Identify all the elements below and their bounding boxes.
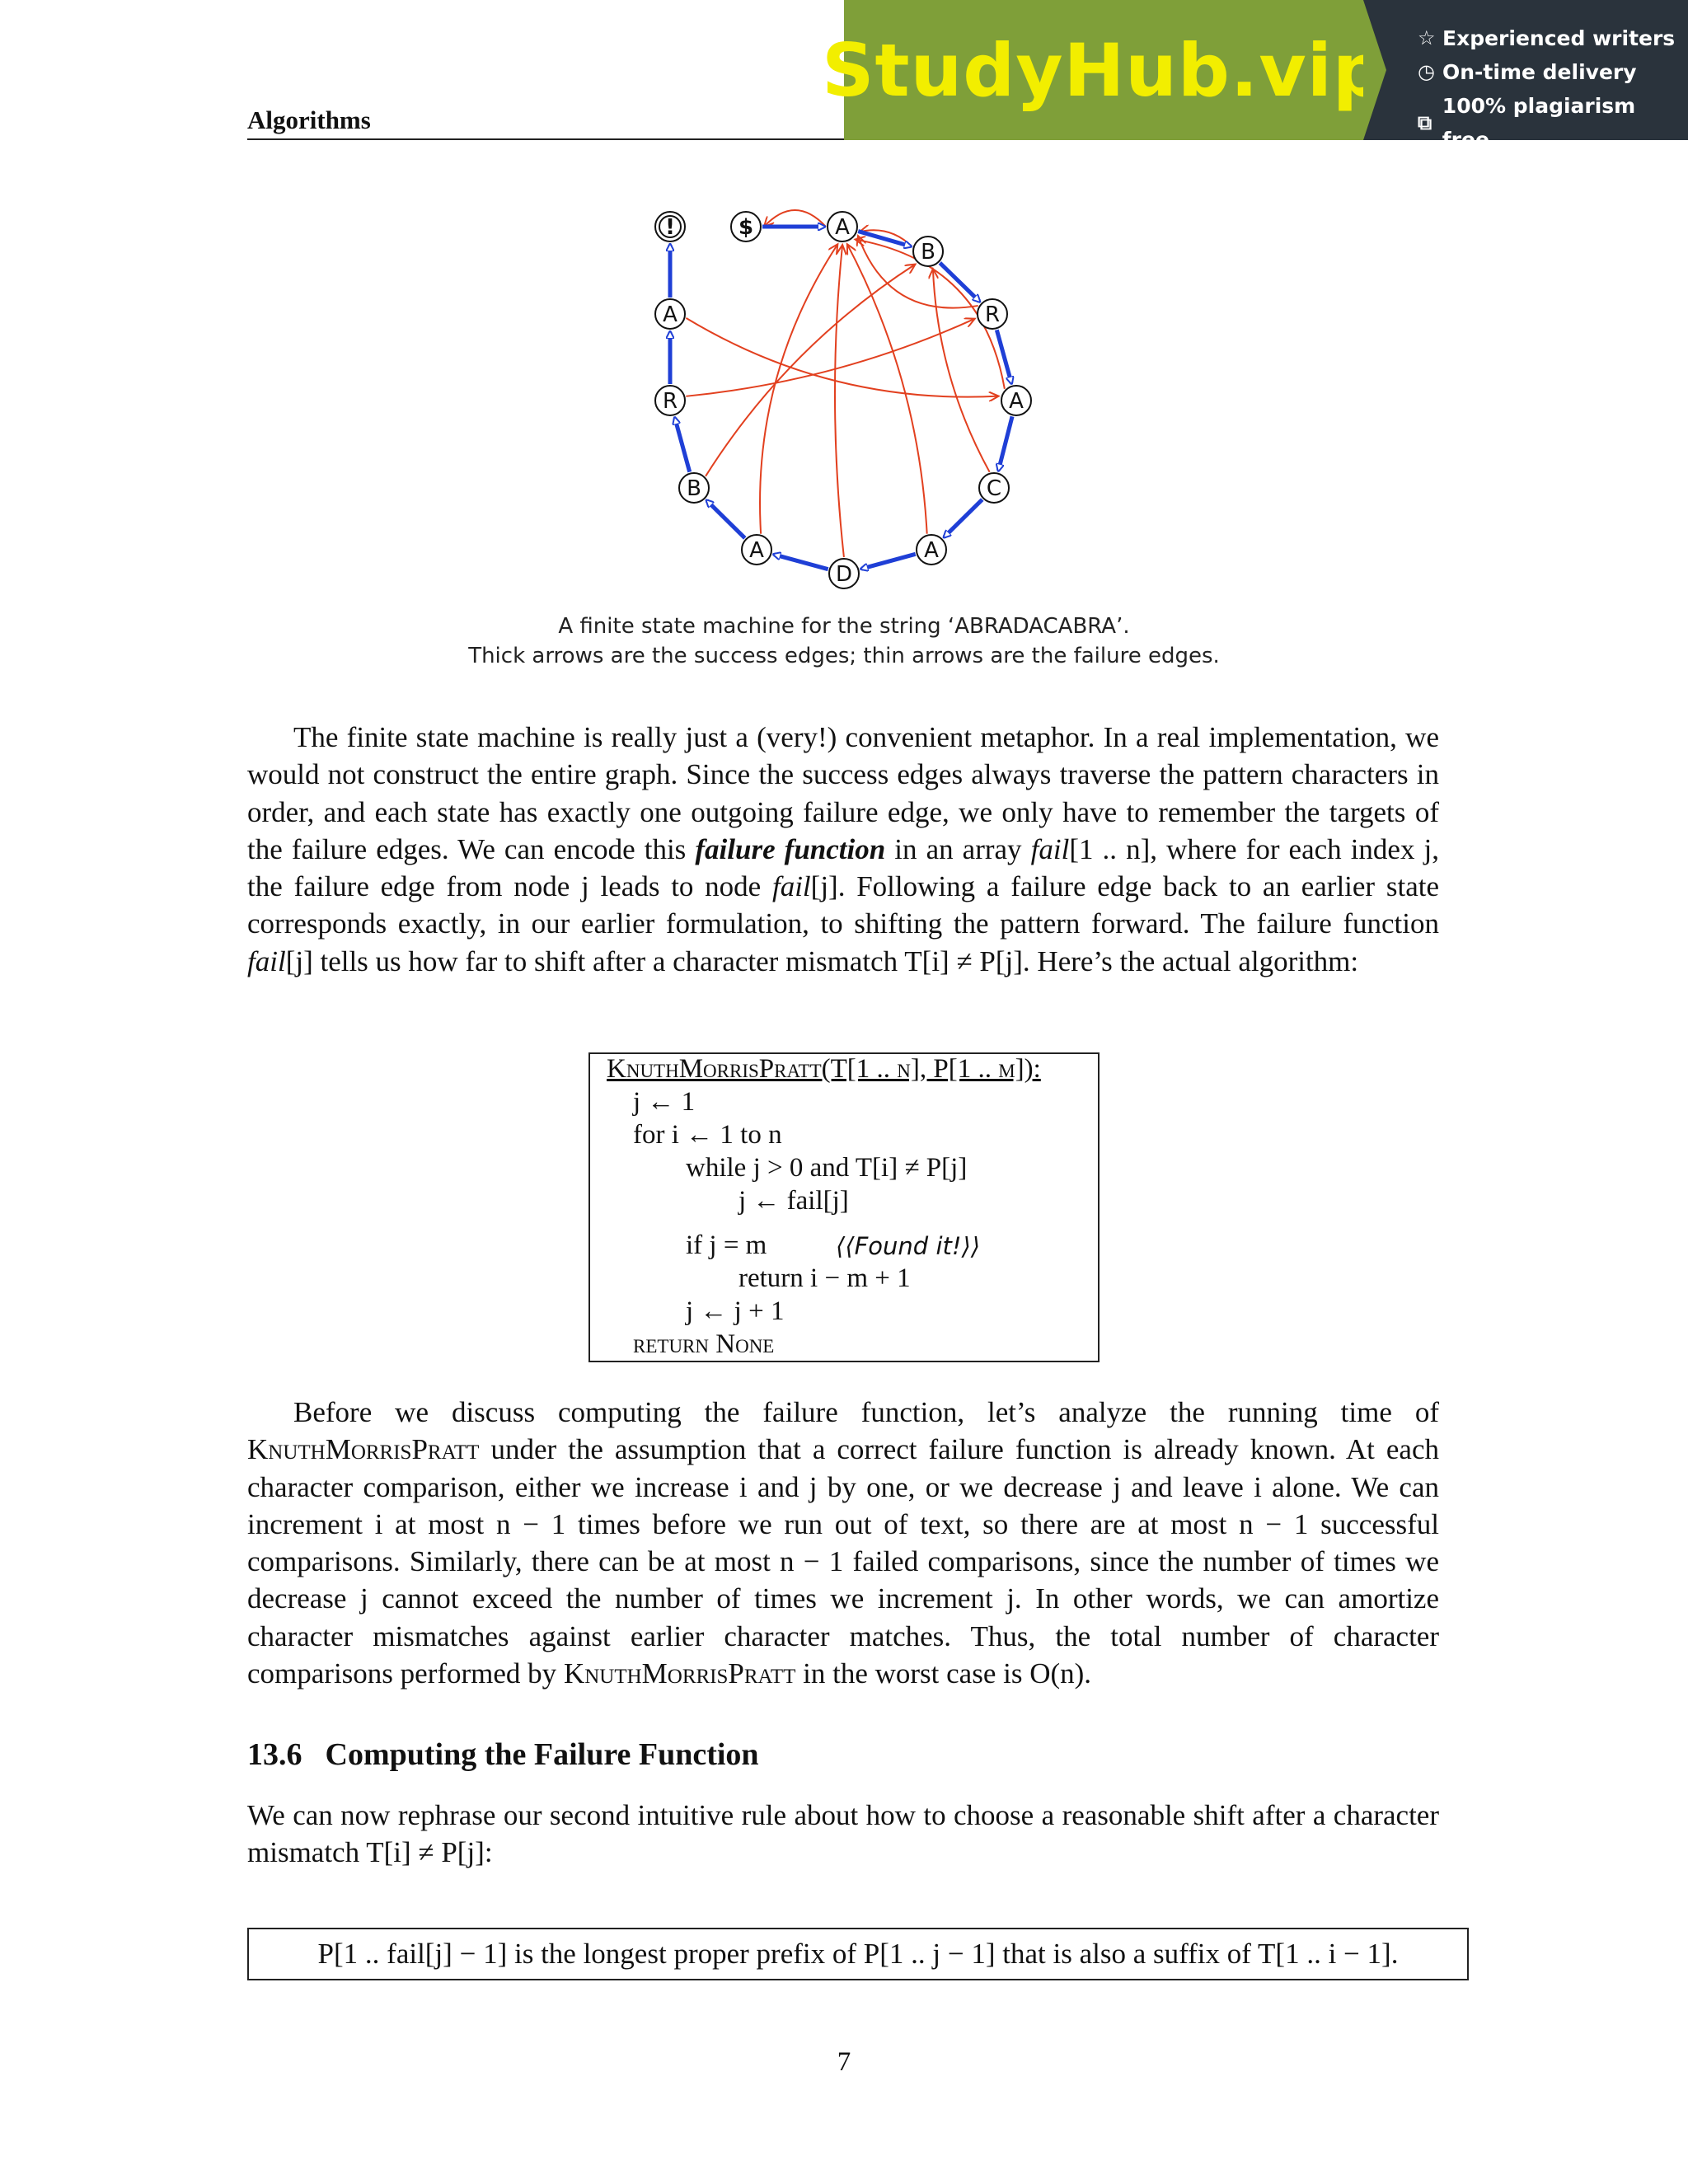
state-label: A [1009,389,1024,414]
page-number: 7 [837,2047,851,2077]
state-node [917,535,946,565]
figure-caption-line2: Thick arrows are the success edges; thin arrows are the failure edges. [468,644,1220,668]
algorithm-comment: ⟨⟨Found it!⟩⟩ [836,1232,981,1260]
algorithm-line: return None [633,1329,775,1359]
invariant-box: P[1 .. fail[j] − 1] is the longest proper prefix of P[1 .. j − 1] that is also a suffix of T[1 .. i − 1]. [247,1928,1469,1980]
state-label: D [835,562,853,587]
success-edge [675,418,690,471]
state-node [679,473,709,503]
ad-banner[interactable] [822,0,1688,152]
success-edge [940,263,979,302]
state-node [1001,386,1031,415]
banner-feature: ⧉ 100% plagiarism free [1418,94,1636,152]
banner-logo[interactable]: StudyHub.vip [822,27,1386,113]
state-node [829,559,859,588]
failure-edge [760,244,837,533]
algorithm-box [588,1052,1100,1362]
banner-feature: ◷ On-time delivery [1418,55,1688,89]
state-label: A [924,538,939,563]
paragraph-running-time: Before we discuss computing the failure function, let’s analyze the running time of KnuthMorrisPratt under the assumption that a correct failure function is already known. At each character comparison, either we increase i and j by one, or we decrease j and leave i alone. We can increment i at most n − 1 times before we run out of text, so there are at most n − 1 successful comparisons. Similarly, there can be at most n − 1 failed comparisons, since the number of times we decrease j cannot exceed the number of times we increment j. In other words, we can amortize character mismatches against earlier character matches. Thus, the total number of character comparisons performed by KnuthMorrisPratt in the worst case is O(n). [247,1396,1439,1690]
failure-edge [706,265,915,476]
banner-features [1363,0,1688,152]
clock-icon: ◷ [1418,60,1435,83]
algorithm-line: for i ← 1 to n [633,1120,782,1150]
figure-caption-line1: A finite state machine for the string ‘ABRADACABRA’. [558,614,1130,639]
state-node [978,299,1007,329]
section-heading: 13.6 Computing the Failure Function [247,1737,759,1772]
success-edge [996,330,1011,383]
state-node [655,212,685,241]
state-node [913,237,943,266]
failure-edge [847,244,927,534]
algorithm-line: return i − m + 1 [738,1263,911,1293]
algorithm-line: j ← fail[j] [738,1186,849,1216]
paragraph-rephrase: We can now rephrase our second intuitive rule about how to choose a reasonable shift after a character mismatch T[i] ≠ P[j]: [247,1799,1439,1869]
running-header: Algorithms [247,105,371,134]
failure-edge [686,319,974,396]
success-edge [998,416,1012,470]
state-node [655,386,685,415]
success-edges [670,227,1012,569]
failure-edge [835,245,844,557]
state-node [828,212,857,241]
state-label: B [687,476,701,501]
success-edge [945,499,982,537]
state-node [731,212,761,241]
state-node [655,299,685,329]
state-label: B [921,240,935,265]
state-node [979,473,1009,503]
failure-edge [933,269,990,472]
algorithm-line: if j = m [686,1230,767,1260]
state-label: R [662,389,678,414]
state-label: A [663,302,678,327]
algorithm-header: KnuthMorrisPratt(T[1 .. n], P[1 .. m]): [607,1054,1041,1084]
algorithm-line: j ← 1 [633,1087,696,1117]
failure-edges [686,210,1005,557]
success-edge [707,500,745,537]
state-label: R [984,302,1001,327]
state-node [742,535,771,565]
state-label: $ [738,215,754,240]
paragraph-failure-function: The finite state machine is really just a (very!) convenient metaphor. In a real implementation, we would not construct the entire graph. Since the success edges always traverse the pattern characters in order, and each state has exactly one outgoing failure edge, we only have to remember the targets of the failure edges. We can encode this failure function in an array fail[1 .. n], where for each index j, the failure edge from node j leads to node fail[j]. Following a failure edge back to an earlier state corresponds exactly, in our earlier formulation, to shifting the pattern forward. The failure function fail[j] tells us how far to shift after a character mismatch T[i] ≠ P[j]. Here’s the actual algorithm: [247,721,1440,977]
success-edge [861,554,915,569]
star-icon: ☆ [1418,26,1436,49]
algorithm-line: while j > 0 and T[i] ≠ P[j] [686,1153,968,1183]
failure-edge [686,318,998,397]
state-label: A [749,538,764,563]
algorithm-line: j ← j + 1 [686,1296,785,1326]
copy-icon: ⧉ [1418,110,1432,134]
success-edge [774,555,828,569]
banner-feature: ☆ Experienced writers [1418,21,1688,55]
state-label: A [835,215,850,240]
state-nodes [655,212,1031,588]
failure-edge [764,210,826,227]
state-label: C [986,476,1002,501]
state-label: ! [665,215,675,240]
banner-brand[interactable] [822,0,1386,140]
fsm-diagram [635,198,1063,593]
